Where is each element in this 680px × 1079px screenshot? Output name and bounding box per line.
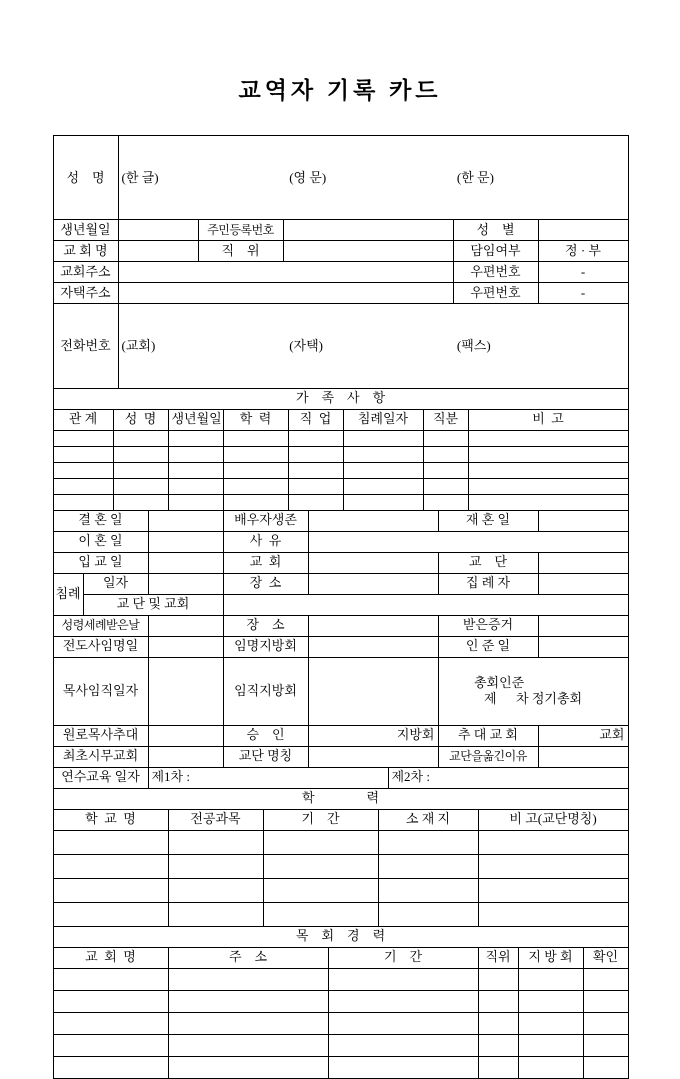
career-cell[interactable]	[518, 1034, 583, 1056]
divorce-reason-input-cell[interactable]	[308, 531, 628, 552]
family-cell[interactable]	[288, 494, 343, 510]
name-english-hint: (영 문)	[289, 169, 327, 185]
family-cell[interactable]	[53, 446, 113, 462]
career-cell[interactable]	[583, 1056, 628, 1078]
family-cell[interactable]	[288, 478, 343, 494]
family-col-education: 학 력	[223, 409, 288, 430]
career-cell[interactable]	[328, 1012, 478, 1034]
baptism-date-label-cell: 일자	[83, 573, 148, 594]
join-denomination-label-cell: 교 단	[438, 552, 538, 573]
family-table	[53, 388, 629, 511]
spirit-baptism-place-input-cell[interactable]	[308, 615, 438, 636]
divorce-reason-label-cell: 사 유	[223, 531, 308, 552]
church-address-input-cell[interactable]	[118, 262, 453, 283]
marriage-date-label-cell: 결 혼 일	[53, 510, 148, 531]
spirit-baptism-proof-label-cell: 받은증거	[438, 615, 538, 636]
education-cell[interactable]	[263, 830, 378, 854]
career-cell[interactable]	[168, 1034, 328, 1056]
spirit-baptism-place-label-cell: 장 소	[223, 615, 308, 636]
training-first-input-cell[interactable]: 제1차 :	[148, 767, 388, 788]
home-address-label-cell: 자택주소	[53, 283, 118, 304]
approval-date-input-cell[interactable]	[538, 636, 628, 657]
family-col-relation: 관 계	[53, 409, 113, 430]
denomination-name-label-cell: 교단 명칭	[223, 746, 308, 767]
family-cell[interactable]	[468, 430, 628, 446]
family-cell[interactable]	[53, 430, 113, 446]
career-cell[interactable]	[168, 1012, 328, 1034]
family-cell[interactable]	[168, 478, 223, 494]
senior-pastor-choice-cell[interactable]: 정 · 부	[538, 241, 628, 262]
join-date-label-cell: 입 교 일	[53, 552, 148, 573]
church-name-input-cell[interactable]	[118, 241, 198, 262]
ordination-district-label-cell: 임직지방회	[223, 657, 308, 725]
family-col-baptism-date: 침례일자	[343, 409, 423, 430]
marriage-date-input-cell[interactable]	[148, 510, 223, 531]
join-denomination-input-cell[interactable]	[538, 552, 628, 573]
family-cell[interactable]	[423, 430, 468, 446]
education-cell[interactable]	[478, 902, 628, 926]
home-zipcode-label-cell: 우편번호	[453, 283, 538, 304]
family-col-job: 직 업	[288, 409, 343, 430]
baptism-officiant-input-cell[interactable]	[538, 573, 628, 594]
phone-church-hint: (교회)	[121, 337, 156, 353]
career-cell[interactable]	[53, 1034, 168, 1056]
remarriage-date-input-cell[interactable]	[538, 510, 628, 531]
education-cell[interactable]	[168, 854, 263, 878]
baptism-place-input-cell[interactable]	[308, 573, 438, 594]
family-col-birthdate: 생년월일	[168, 409, 223, 430]
emeritus-district-input-cell[interactable]: 지방회	[308, 725, 438, 746]
phone-fax-hint: (팩스)	[456, 337, 491, 353]
education-cell[interactable]	[378, 878, 478, 902]
baptism-label-cell: 침례	[53, 573, 83, 615]
resident-number-input-cell[interactable]	[283, 220, 453, 241]
gender-input-cell[interactable]	[538, 220, 628, 241]
education-cell[interactable]	[378, 902, 478, 926]
career-cell[interactable]	[518, 990, 583, 1012]
family-cell[interactable]	[113, 446, 168, 462]
education-cell[interactable]	[53, 878, 168, 902]
career-cell[interactable]	[518, 1012, 583, 1034]
career-section-title: 목 회 경 력	[53, 926, 628, 947]
career-col-period: 기 간	[328, 947, 478, 968]
name-hangul-hint: (한 글)	[121, 169, 159, 185]
assembly-approval-label: 총회인준	[474, 674, 525, 690]
spirit-baptism-date-input-cell[interactable]	[148, 615, 223, 636]
baptism-denomination-input-cell[interactable]	[223, 594, 628, 615]
ordination-date-input-cell[interactable]	[148, 657, 223, 725]
career-cell[interactable]	[53, 990, 168, 1012]
family-cell[interactable]	[343, 430, 423, 446]
family-cell[interactable]	[223, 446, 288, 462]
family-cell[interactable]	[113, 494, 168, 510]
education-col-note: 비 고(교단명칭)	[478, 809, 628, 830]
join-date-input-cell[interactable]	[148, 552, 223, 573]
career-cell[interactable]	[168, 1056, 328, 1078]
family-cell[interactable]	[53, 478, 113, 494]
family-cell[interactable]	[168, 462, 223, 478]
emeritus-label-cell: 원로목사추대	[53, 725, 148, 746]
family-cell[interactable]	[423, 446, 468, 462]
spouse-alive-input-cell[interactable]	[308, 510, 438, 531]
family-col-note: 비 고	[468, 409, 628, 430]
baptism-date-input-cell[interactable]	[148, 573, 223, 594]
career-col-position: 직위	[478, 947, 518, 968]
education-section-title: 학 력	[53, 788, 628, 809]
evangelist-commission-input-cell[interactable]	[148, 636, 223, 657]
family-cell[interactable]	[468, 494, 628, 510]
family-cell[interactable]	[343, 478, 423, 494]
position-input-cell[interactable]	[283, 241, 453, 262]
family-cell[interactable]	[343, 462, 423, 478]
birthdate-label-cell: 생년월일	[53, 220, 118, 241]
ordination-date-label-cell: 목사임직일자	[53, 657, 148, 725]
education-col-period: 기 간	[263, 809, 378, 830]
join-church-label-cell: 교 회	[223, 552, 308, 573]
family-cell[interactable]	[423, 494, 468, 510]
phone-home-hint: (자택)	[289, 337, 323, 353]
career-col-address: 주 소	[168, 947, 328, 968]
denomination-change-label-cell: 교단을옮긴이유	[438, 746, 538, 767]
education-cell[interactable]	[478, 830, 628, 854]
career-cell[interactable]	[478, 990, 518, 1012]
education-col-school: 학 교 명	[53, 809, 168, 830]
education-cell[interactable]	[378, 854, 478, 878]
baptism-denomination-label-cell: 교 단 및 교회	[83, 594, 223, 615]
career-cell[interactable]	[168, 968, 328, 990]
training-second-input-cell[interactable]: 제2차 :	[388, 767, 628, 788]
education-col-major: 전공과목	[168, 809, 263, 830]
first-church-label-cell: 최초시무교회	[53, 746, 148, 767]
family-cell[interactable]	[343, 494, 423, 510]
home-address-input-cell[interactable]	[118, 283, 453, 304]
career-cell[interactable]	[478, 1056, 518, 1078]
education-cell[interactable]	[478, 878, 628, 902]
family-col-name: 성 명	[113, 409, 168, 430]
first-church-input-cell[interactable]	[148, 746, 223, 767]
career-cell[interactable]	[328, 968, 478, 990]
family-col-duty: 직분	[423, 409, 468, 430]
career-cell[interactable]	[168, 990, 328, 1012]
career-col-district: 지 방 회	[518, 947, 583, 968]
denomination-name-input-cell[interactable]	[308, 746, 438, 767]
church-name-label-cell: 교 회 명	[53, 241, 118, 262]
career-col-church: 교 회 명	[53, 947, 168, 968]
ordination-district-input-cell[interactable]	[308, 657, 438, 725]
family-cell[interactable]	[288, 462, 343, 478]
career-table	[53, 926, 629, 1079]
career-cell[interactable]	[328, 990, 478, 1012]
career-cell[interactable]	[478, 1034, 518, 1056]
divorce-date-label-cell: 이 혼 일	[53, 531, 148, 552]
family-cell[interactable]	[168, 494, 223, 510]
family-cell[interactable]	[113, 478, 168, 494]
career-cell[interactable]	[478, 1012, 518, 1034]
career-cell[interactable]	[53, 1012, 168, 1034]
family-cell[interactable]	[223, 494, 288, 510]
emeritus-input-cell[interactable]	[148, 725, 223, 746]
denomination-change-input-cell[interactable]	[538, 746, 628, 767]
education-cell[interactable]	[263, 854, 378, 878]
senior-pastor-label-cell: 담임여부	[453, 241, 538, 262]
family-cell[interactable]	[423, 478, 468, 494]
family-cell[interactable]	[168, 446, 223, 462]
education-cell[interactable]	[53, 830, 168, 854]
education-cell[interactable]	[378, 830, 478, 854]
resident-number-label-cell: 주민등록번호	[198, 220, 283, 241]
family-cell[interactable]	[288, 430, 343, 446]
personal-info-table	[53, 135, 629, 389]
remarriage-date-label-cell: 재 혼 일	[438, 510, 538, 531]
church-zipcode-label-cell: 우편번호	[453, 262, 538, 283]
emeritus-church-input-cell[interactable]: 교회	[538, 725, 628, 746]
church-zipcode-input-cell[interactable]: -	[538, 262, 628, 283]
approval-date-label-cell: 인 준 일	[438, 636, 538, 657]
education-cell[interactable]	[168, 830, 263, 854]
gender-label-cell: 성 별	[453, 220, 538, 241]
join-church-input-cell[interactable]	[308, 552, 438, 573]
career-cell[interactable]	[583, 990, 628, 1012]
baptism-place-label-cell: 장 소	[223, 573, 308, 594]
education-col-location: 소 재 지	[378, 809, 478, 830]
divorce-date-input-cell[interactable]	[148, 531, 223, 552]
career-cell[interactable]	[53, 1056, 168, 1078]
career-cell[interactable]	[518, 968, 583, 990]
career-cell[interactable]	[328, 1056, 478, 1078]
phone-label-cell: 전화번호	[53, 304, 118, 388]
family-cell[interactable]	[468, 462, 628, 478]
ministry-info-table	[53, 510, 629, 768]
family-cell[interactable]	[288, 446, 343, 462]
record-form	[53, 135, 628, 1079]
name-hanja-hint: (한 문)	[456, 169, 494, 185]
spirit-baptism-date-label-cell: 성령세례받은날	[53, 615, 148, 636]
education-cell[interactable]	[53, 902, 168, 926]
home-zipcode-input-cell[interactable]: -	[538, 283, 628, 304]
career-cell[interactable]	[478, 968, 518, 990]
career-cell[interactable]	[583, 1012, 628, 1034]
family-cell[interactable]	[468, 446, 628, 462]
baptism-officiant-label-cell: 집 례 자	[438, 573, 538, 594]
education-cell[interactable]	[263, 878, 378, 902]
career-cell[interactable]	[583, 968, 628, 990]
evangelist-commission-label-cell: 전도사임명일	[53, 636, 148, 657]
position-label-cell: 직 위	[198, 241, 283, 262]
family-cell[interactable]	[223, 478, 288, 494]
family-cell[interactable]	[223, 462, 288, 478]
training-table	[53, 767, 629, 789]
career-col-confirm: 확인	[583, 947, 628, 968]
assembly-approval-value: 제 차 정기총회	[484, 691, 583, 706]
education-cell[interactable]	[168, 902, 263, 926]
family-cell[interactable]	[423, 462, 468, 478]
career-cell[interactable]	[53, 968, 168, 990]
career-cell[interactable]	[518, 1056, 583, 1078]
family-cell[interactable]	[53, 462, 113, 478]
commission-district-label-cell: 임명지방회	[223, 636, 308, 657]
family-cell[interactable]	[343, 446, 423, 462]
family-cell[interactable]	[53, 494, 113, 510]
education-cell[interactable]	[263, 902, 378, 926]
training-label-cell: 연수교육 일자	[53, 767, 148, 788]
name-input-cell[interactable]	[118, 136, 628, 220]
family-cell[interactable]	[113, 462, 168, 478]
phone-input-cell[interactable]	[118, 304, 628, 388]
spirit-baptism-proof-input-cell[interactable]	[538, 615, 628, 636]
career-cell[interactable]	[583, 1034, 628, 1056]
career-cell[interactable]	[328, 1034, 478, 1056]
birthdate-input-cell[interactable]	[118, 220, 198, 241]
family-cell[interactable]	[468, 478, 628, 494]
family-section-title: 가 족 사 항	[53, 388, 628, 409]
family-cell[interactable]	[223, 430, 288, 446]
spouse-alive-label-cell: 배우자생존	[223, 510, 308, 531]
emeritus-church-label-cell: 추 대 교 회	[438, 725, 538, 746]
education-cell[interactable]	[53, 854, 168, 878]
church-address-label-cell: 교회주소	[53, 262, 118, 283]
commission-district-input-cell[interactable]	[308, 636, 438, 657]
education-cell[interactable]	[168, 878, 263, 902]
education-cell[interactable]	[478, 854, 628, 878]
family-cell[interactable]	[168, 430, 223, 446]
emeritus-approval-label-cell: 승 인	[223, 725, 308, 746]
name-label-cell: 성 명	[53, 136, 118, 220]
page-title: 교역자 기록 카드	[238, 78, 442, 103]
education-table	[53, 788, 629, 927]
family-cell[interactable]	[113, 430, 168, 446]
assembly-approval-cell[interactable]	[438, 657, 628, 725]
